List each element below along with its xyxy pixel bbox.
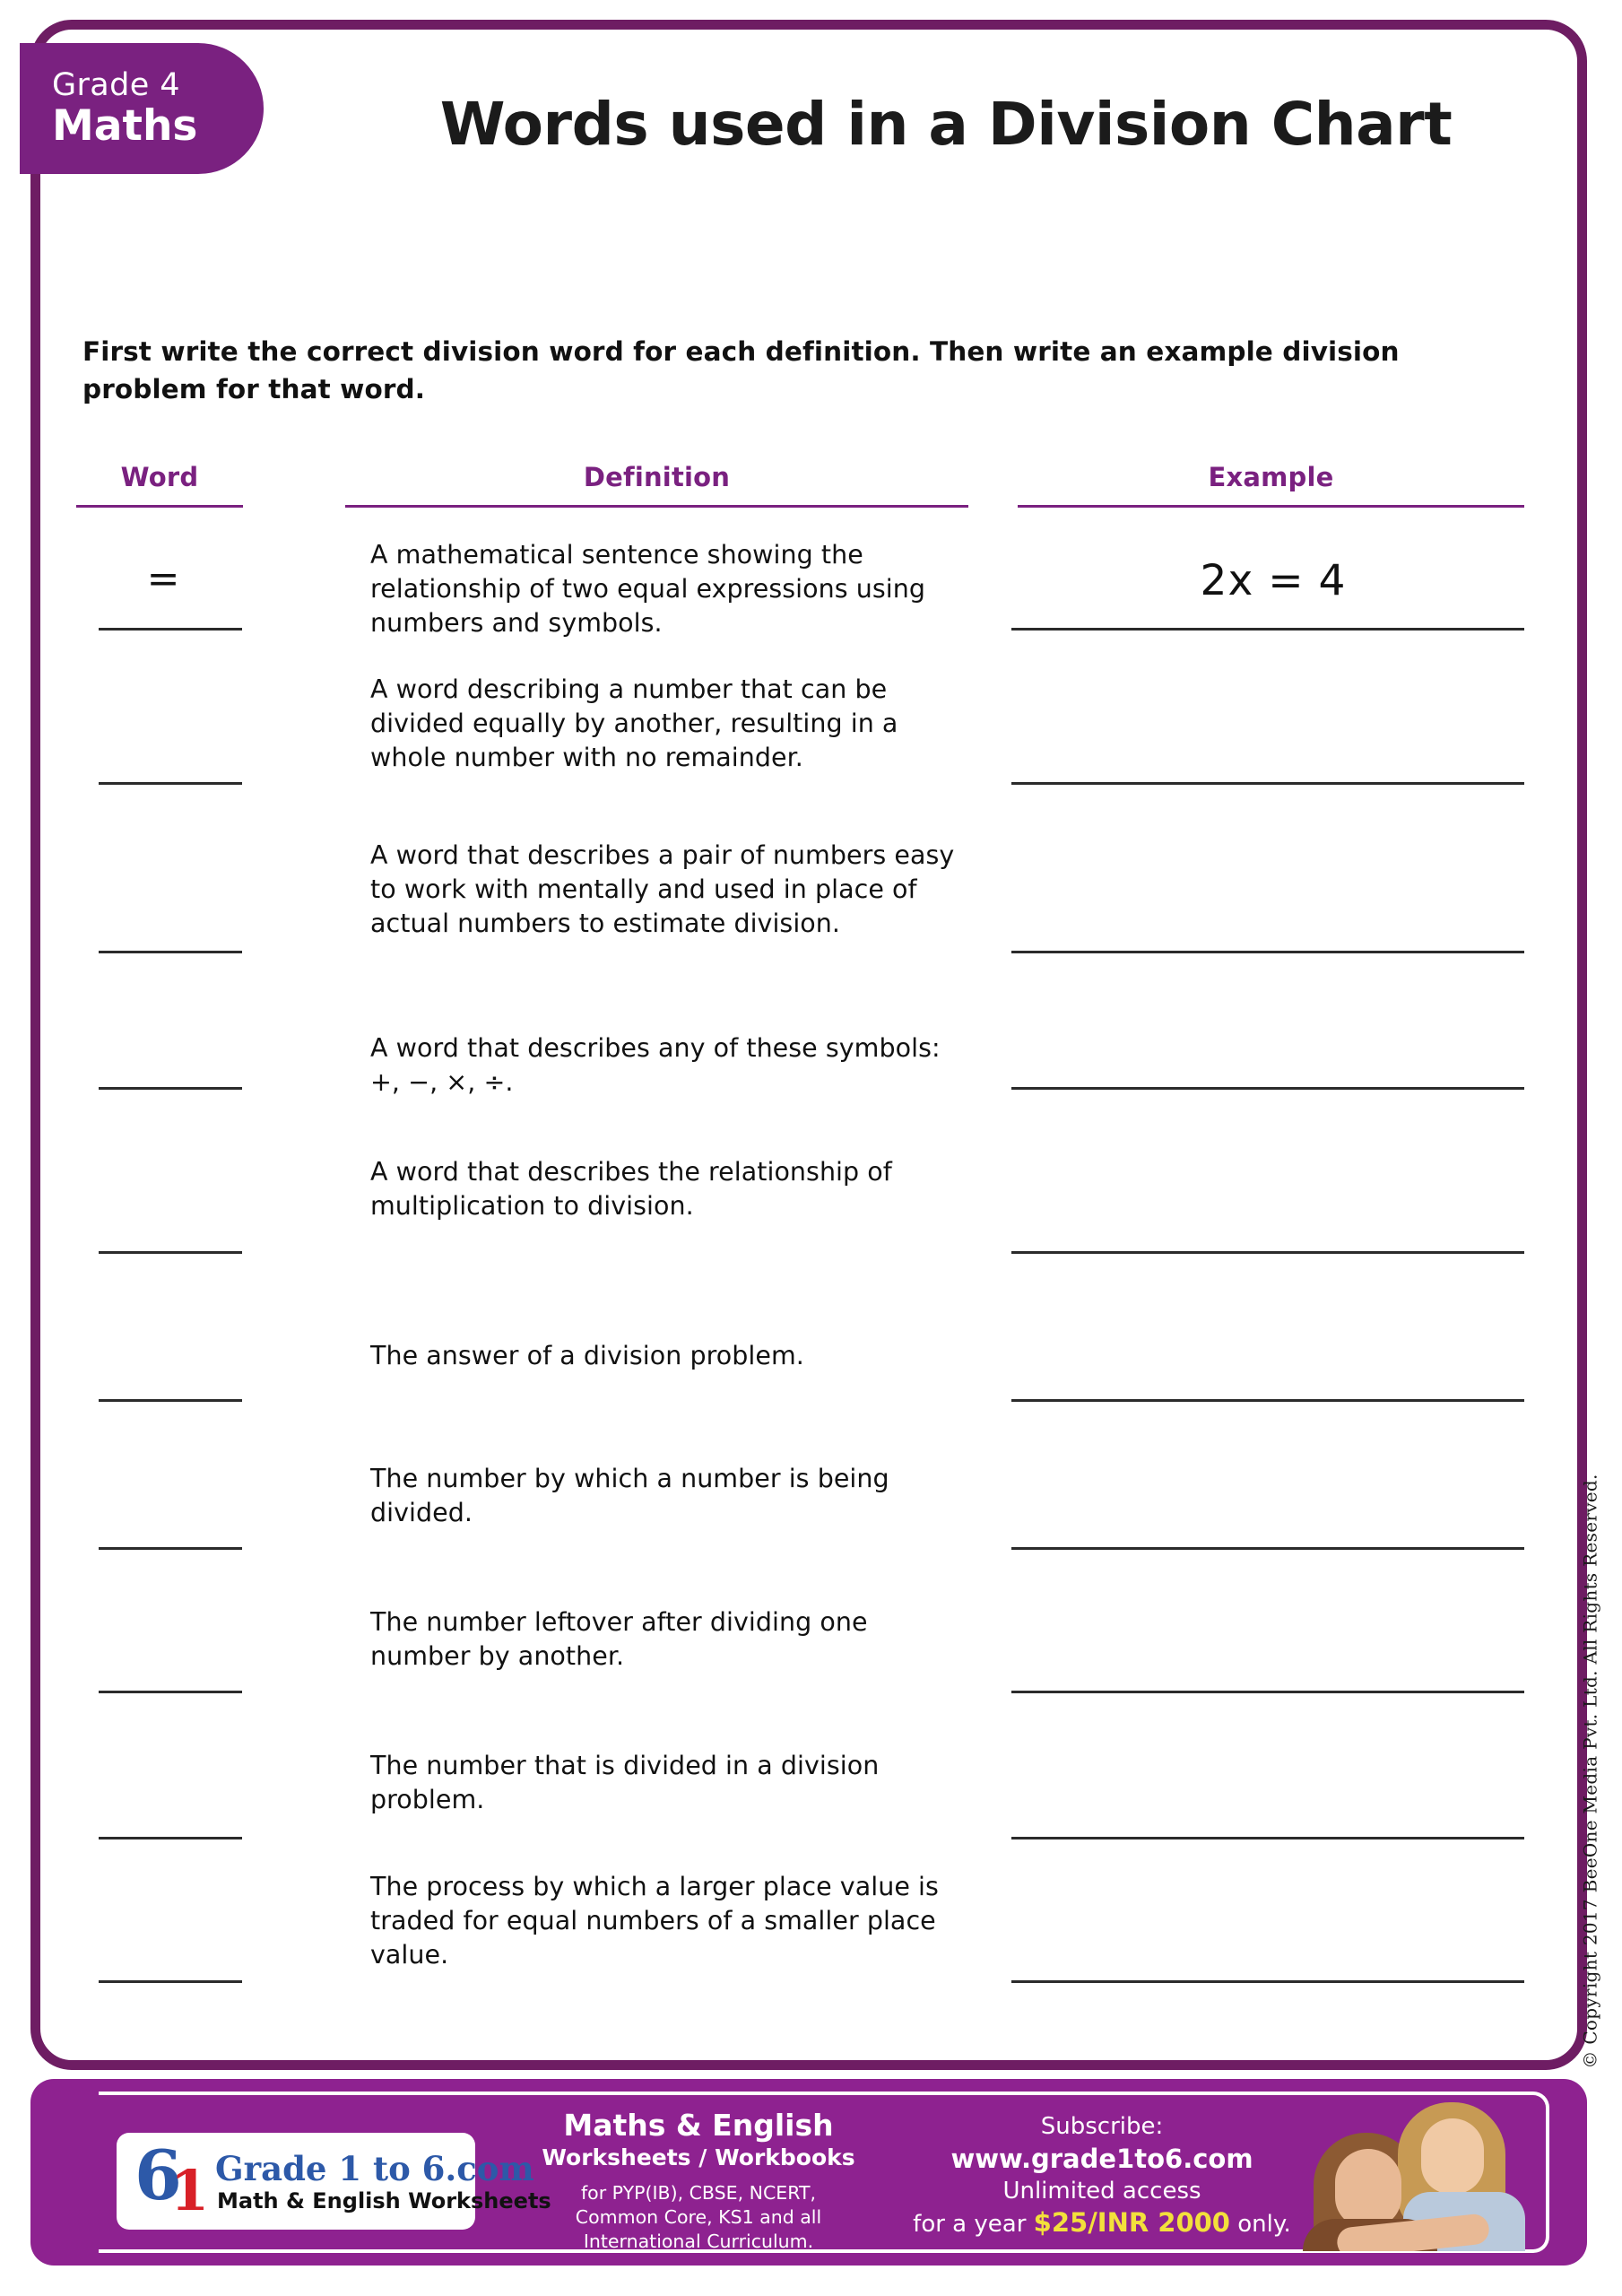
instructions-text: First write the correct division word for each definition. Then write an example division problem for that word. <box>82 336 1400 404</box>
definition-cell: The answer of a division problem. <box>370 1341 804 1370</box>
word-answer-line[interactable] <box>99 1547 242 1550</box>
logo-wordmark: Grade 1 to 6.com <box>215 2149 534 2188</box>
example-answer-line[interactable] <box>1011 1980 1524 1983</box>
grade-subject-badge <box>20 43 264 174</box>
example-answer-line[interactable] <box>1011 1837 1524 1839</box>
column-header-definition: Definition <box>583 462 731 492</box>
word-answer-line[interactable] <box>99 1837 242 1839</box>
word-answer-line[interactable] <box>99 1251 242 1254</box>
price-amount: $25/INR 2000 <box>1033 2206 1230 2238</box>
definition-cell: A word describing a number that can be divided equally by another, resulting in a whole number with no remainder. <box>370 674 898 772</box>
subscribe-access: Unlimited access <box>1002 2178 1201 2205</box>
mother-and-daughter-photo <box>1290 2093 1532 2251</box>
header-rule-definition <box>345 505 968 508</box>
definition-cell: A word that describes any of these symbols: +, −, ×, ÷. <box>370 1033 941 1097</box>
word-answer-line[interactable] <box>99 1691 242 1693</box>
copyright-notice: © Copyright 2017 BeeOne Media Pvt. Ltd. All Rights Reserved. <box>1579 1474 1600 2069</box>
definition-cell: The process by which a larger place value is traded for equal numbers of a smaller place value. <box>370 1872 939 1970</box>
promo-subtitle: Worksheets / Workbooks <box>542 2144 855 2171</box>
word-answer-line[interactable] <box>99 951 242 953</box>
site-logo[interactable] <box>117 2133 551 2230</box>
subscribe-url[interactable]: www.grade1to6.com <box>950 2144 1253 2175</box>
example-answer-line[interactable] <box>1011 1399 1524 1402</box>
subscribe-price-line <box>909 2206 1295 2239</box>
subscribe-label: Subscribe: <box>1040 2113 1164 2140</box>
header-rule-example <box>1018 505 1524 508</box>
column-header-example: Example <box>1208 462 1334 492</box>
word-answer-line[interactable] <box>99 1980 242 1983</box>
logo-tagline: Math & English Worksheets <box>217 2188 551 2213</box>
word-answer-prefilled: = <box>146 556 180 602</box>
example-answer-prefilled: 2x = 4 <box>1200 556 1347 605</box>
example-answer-line[interactable] <box>1011 1547 1524 1550</box>
grade-label: Grade 4 <box>52 66 180 103</box>
price-prefix: for a year <box>913 2210 1034 2238</box>
subscribe-block <box>909 2113 1295 2239</box>
promo-block <box>542 2109 855 2253</box>
definition-cell: The number by which a number is being divided. <box>370 1464 889 1527</box>
column-header-word: Word <box>120 462 199 492</box>
page-title: Words used in a Division Chart <box>439 90 1453 159</box>
example-answer-line[interactable] <box>1011 1087 1524 1090</box>
definition-cell: A word that describes the relationship of multiplication to division. <box>370 1157 892 1221</box>
definition-cell: A mathematical sentence showing the relationship of two equal expressions using numbers and symbols. <box>370 540 925 638</box>
word-answer-line[interactable] <box>99 628 242 631</box>
definition-cell: The number leftover after dividing one number by another. <box>370 1607 868 1671</box>
example-answer-line[interactable] <box>1011 782 1524 785</box>
logo-one-glyph: 1 <box>170 2158 210 2223</box>
promo-title: Maths & English <box>563 2108 834 2143</box>
word-answer-line[interactable] <box>99 1087 242 1090</box>
header-rule-word <box>76 505 243 508</box>
price-suffix: only. <box>1229 2210 1291 2238</box>
example-answer-line[interactable] <box>1011 951 1524 953</box>
definition-cell: The number that is divided in a division problem. <box>370 1751 880 1814</box>
definition-cell: A word that describes a pair of numbers easy to work with mentally and used in place of actual numbers to estimate division. <box>370 840 955 938</box>
example-answer-line[interactable] <box>1011 628 1524 631</box>
logo-six-glyph: 6 <box>134 2135 182 2215</box>
word-answer-line[interactable] <box>99 782 242 785</box>
footer-banner <box>30 2079 1587 2266</box>
promo-body: for PYP(IB), CBSE, NCERT, Common Core, KS1 and all International Curriculum. <box>575 2182 822 2252</box>
example-answer-line[interactable] <box>1011 1251 1524 1254</box>
word-answer-line[interactable] <box>99 1399 242 1402</box>
example-answer-line[interactable] <box>1011 1691 1524 1693</box>
subject-label: Maths <box>52 100 198 151</box>
